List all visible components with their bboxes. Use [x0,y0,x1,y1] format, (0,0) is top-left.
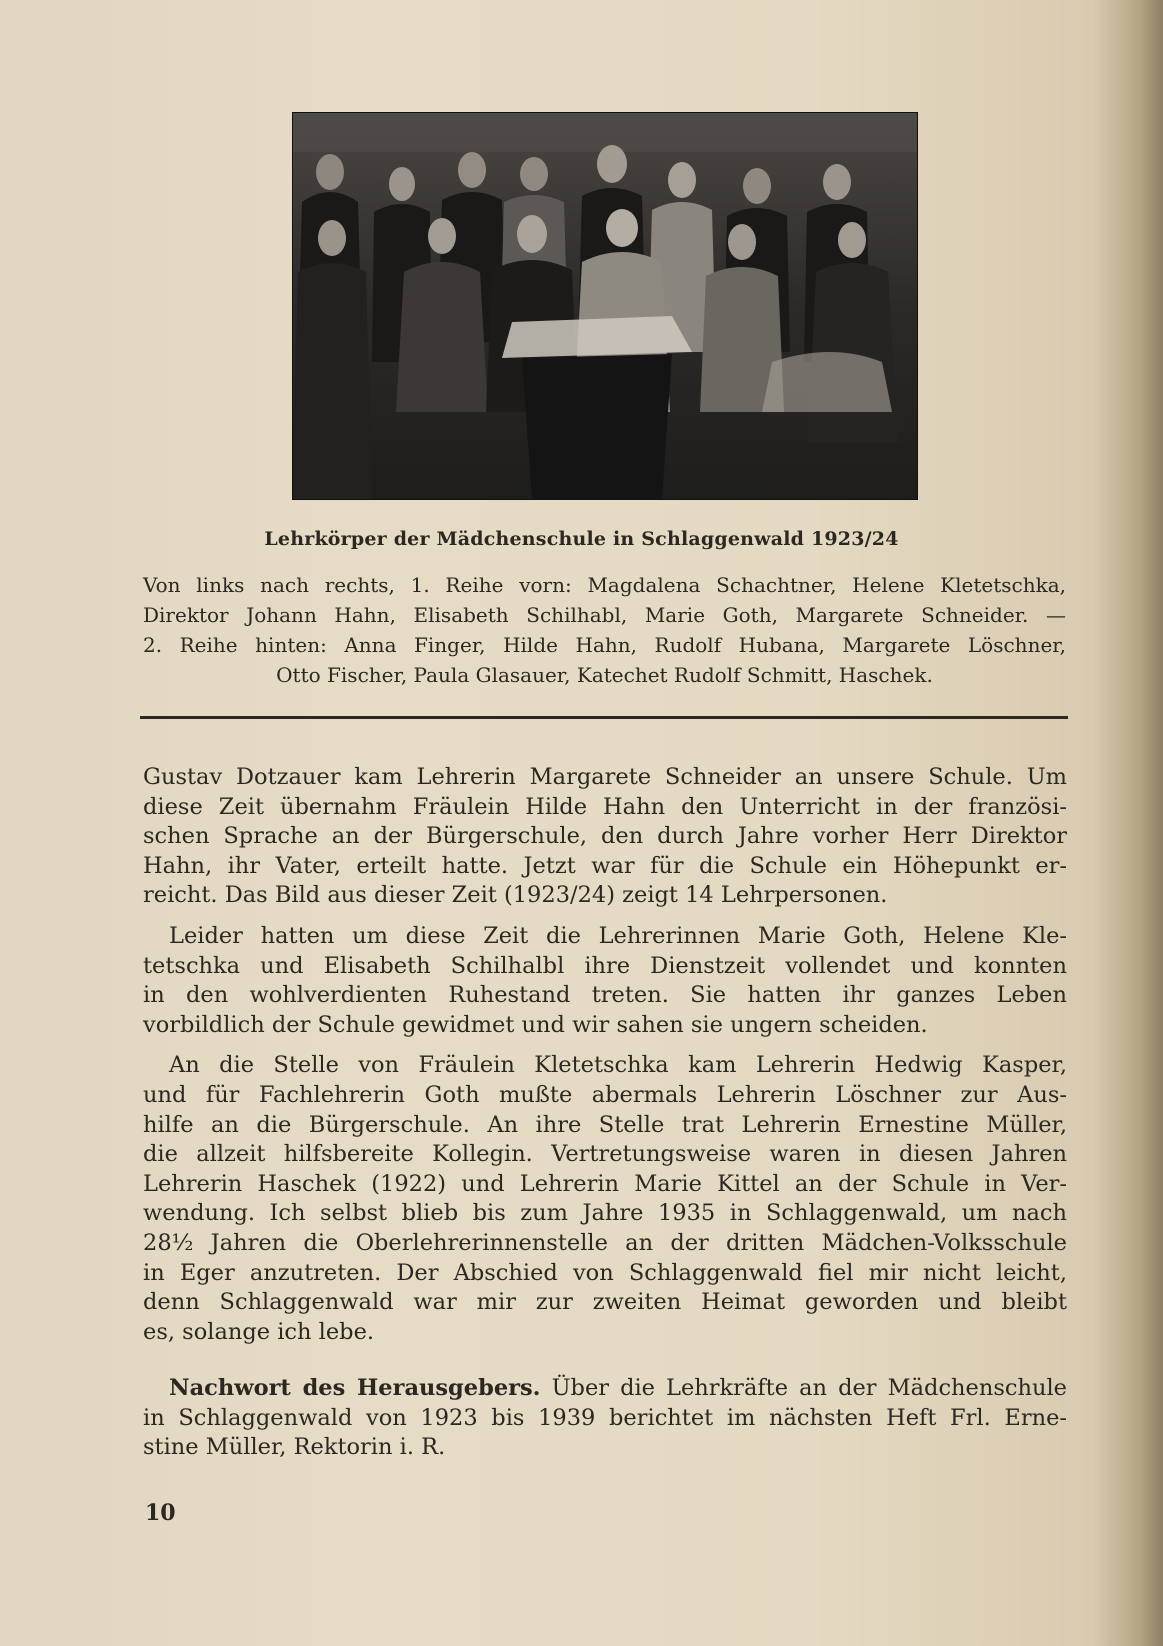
main-text [143,763,1067,1474]
group-photo [292,112,918,500]
text-line: vorbildlich der Schule gewidmet und wir sahen sie ungern scheiden. [143,1011,928,1038]
paragraph-2 [143,922,1067,1040]
postscript-text: Über die Lehrkräfte an der Mädchenschule [540,1375,1067,1402]
postscript-paragraph [143,1374,1067,1463]
text-line: stine Müller, Rektorin i. R. [143,1434,446,1461]
text-line: hilfe an die Bürgerschule. An ihre Stelle trat Lehrerin Ernestine Müller, [143,1111,1067,1138]
divider-rule [140,716,1068,719]
text-line: wendung. Ich selbst blieb bis zum Jahre 1935 in Schlaggenwald, um nach [143,1200,1067,1227]
text-line [143,1374,1067,1404]
caption-line: 2. Reihe hinten: Anna Finger, Hilde Hahn, Rudolf Hubana, Margarete Löschner, [143,633,1066,657]
text-line: denn Schlaggenwald war mir zur zweiten Heimat geworden und bleibt [143,1289,1067,1316]
text-line: diese Zeit übernahm Fräulein Hilde Hahn den Unterricht in der französi- [143,793,1067,820]
group-portrait-photograph-icon [292,112,918,500]
caption-line: Direktor Johann Hahn, Elisabeth Schilhabl, Marie Goth, Margarete Schneider. — [143,603,1066,627]
text-line: es, solange ich lebe. [143,1318,375,1345]
photo-caption-title: Lehrkörper der Mädchenschule in Schlaggenwald 1923/24 [264,528,899,550]
photo-caption-names [143,570,1066,690]
caption-line: Otto Fischer, Paula Glasauer, Katechet Rudolf Schmitt, Haschek. [276,663,933,687]
paragraph-1 [143,763,1067,911]
text-line: in Schlaggenwald von 1923 bis 1939 berichtet im nächsten Heft Frl. Erne- [143,1404,1067,1431]
text-line: in den wohlverdienten Ruhestand treten. Sie hatten ihr ganzes Leben [143,982,1067,1009]
text-line: schen Sprache an der Bürgerschule, den durch Jahre vorher Herr Direktor [143,823,1067,850]
paragraph-3 [143,1051,1067,1347]
text-line: Lehrerin Haschek (1922) und Lehrerin Marie Kittel an der Schule in Ver- [143,1170,1067,1197]
text-line: tetschka und Elisabeth Schilhalbl ihre Dienstzeit vollendet und konnten [143,952,1067,979]
text-line: Hahn, ihr Vater, erteilt hatte. Jetzt war für die Schule ein Höhepunkt er- [143,852,1067,879]
text-line: An die Stelle von Fräulein Kletetschka kam Lehrerin Hedwig Kasper, [169,1052,1067,1079]
text-line: die allzeit hilfsbereite Kollegin. Vertretungsweise waren in diesen Jahren [143,1141,1067,1168]
text-line: und für Fachlehrerin Goth mußte abermals Lehrerin Löschner zur Aus- [143,1081,1067,1108]
text-line: Gustav Dotzauer kam Lehrerin Margarete Schneider an unsere Schule. Um [143,764,1067,790]
postscript-heading: Nachwort des Herausgebers. [169,1375,541,1402]
text-line: in Eger anzutreten. Der Abschied von Schlaggenwald fiel mir nicht leicht, [143,1259,1067,1286]
text-line: reicht. Das Bild aus dieser Zeit (1923/24) zeigt 14 Lehrpersonen. [143,882,888,909]
page-number: 10 [145,1500,176,1526]
caption-line: Von links nach rechts, 1. Reihe vorn: Magdalena Schachtner, Helene Kletetschka, [143,573,1066,597]
text-line: 28½ Jahren die Oberlehrerinnenstelle an der dritten Mädchen-Volksschule [143,1229,1067,1256]
text-line: Leider hatten um diese Zeit die Lehrerinnen Marie Goth, Helene Kle- [169,922,1067,949]
